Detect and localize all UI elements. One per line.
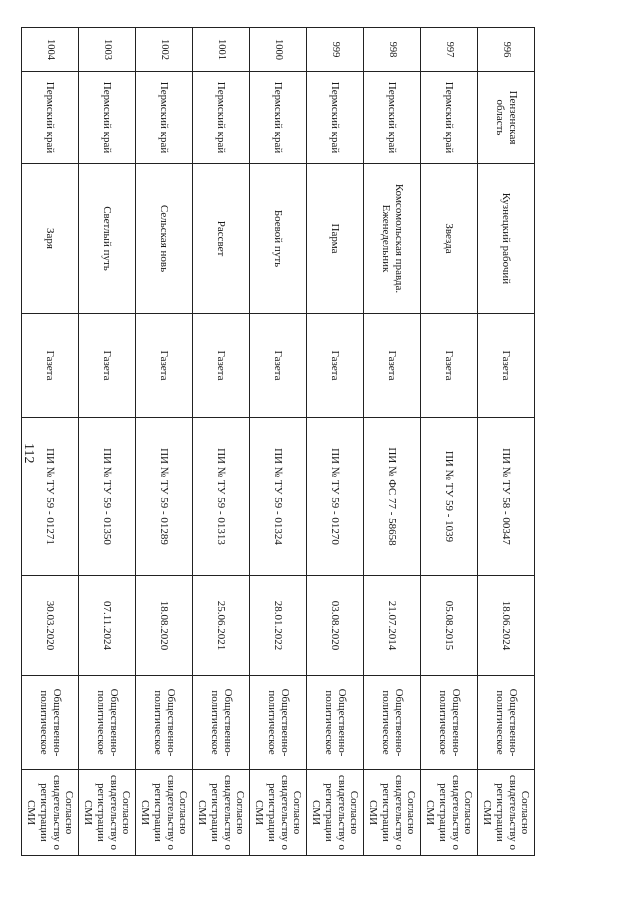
title-cell: Рассвет bbox=[193, 164, 250, 314]
registration-number-cell: ПИ № ТУ 59 - 01289 bbox=[136, 418, 193, 576]
registration-number-cell: ПИ № ТУ 59 - 01270 bbox=[307, 418, 364, 576]
basis-cell: Согласно свидетельству о регистрации СМИ bbox=[22, 770, 79, 856]
row-number: 1000 bbox=[250, 28, 307, 72]
registration-number-cell: ПИ № ТУ 59 - 01313 bbox=[193, 418, 250, 576]
form-cell: Газета bbox=[478, 314, 535, 418]
title-cell: Парма bbox=[307, 164, 364, 314]
basis-cell: Согласно свидетельству о регистрации СМИ bbox=[79, 770, 136, 856]
table-row bbox=[250, 28, 307, 856]
table-row bbox=[478, 28, 535, 856]
title-cell: Звезда bbox=[421, 164, 478, 314]
registry-table bbox=[25, 27, 535, 855]
registration-number-cell: ПИ № ТУ 59 - 01324 bbox=[250, 418, 307, 576]
registration-number-cell: ПИ № ТУ 59 - 01350 bbox=[79, 418, 136, 576]
form-cell: Газета bbox=[364, 314, 421, 418]
region-cell: Пермский край bbox=[364, 72, 421, 164]
basis-cell: Согласно свидетельству о регистрации СМИ bbox=[136, 770, 193, 856]
registration-number-cell: ПИ № ТУ 58 - 00347 bbox=[478, 418, 535, 576]
registration-number-cell: ПИ № ТУ 59 - 1039 bbox=[421, 418, 478, 576]
specialization-cell: Общественно-политическое bbox=[307, 676, 364, 770]
region-cell: Пермский край bbox=[193, 72, 250, 164]
row-number: 1004 bbox=[22, 28, 79, 72]
specialization-cell: Общественно-политическое bbox=[478, 676, 535, 770]
basis-cell: Согласно свидетельству о регистрации СМИ bbox=[307, 770, 364, 856]
table-row bbox=[421, 28, 478, 856]
form-cell: Газета bbox=[79, 314, 136, 418]
date-cell: 07.11.2024 bbox=[79, 576, 136, 676]
date-cell: 05.08.2015 bbox=[421, 576, 478, 676]
date-cell: 18.08.2020 bbox=[136, 576, 193, 676]
table-row bbox=[136, 28, 193, 856]
form-cell: Газета bbox=[136, 314, 193, 418]
row-number: 999 bbox=[307, 28, 364, 72]
basis-cell: Согласно свидетельству о регистрации СМИ bbox=[421, 770, 478, 856]
specialization-cell: Общественно-политическое bbox=[421, 676, 478, 770]
region-cell: Пермский край bbox=[307, 72, 364, 164]
specialization-cell: Общественно-политическое bbox=[79, 676, 136, 770]
region-cell: Пензенская область bbox=[478, 72, 535, 164]
form-cell: Газета bbox=[193, 314, 250, 418]
date-cell: 28.01.2022 bbox=[250, 576, 307, 676]
region-cell: Пермский край bbox=[250, 72, 307, 164]
region-cell: Пермский край bbox=[421, 72, 478, 164]
specialization-cell: Общественно-политическое bbox=[250, 676, 307, 770]
basis-cell: Согласно свидетельству о регистрации СМИ bbox=[193, 770, 250, 856]
registration-number-cell: ПИ № ФС 77 - 58658 bbox=[364, 418, 421, 576]
row-number: 1001 bbox=[193, 28, 250, 72]
row-number: 996 bbox=[478, 28, 535, 72]
row-number: 998 bbox=[364, 28, 421, 72]
title-cell: Кузнецкий рабочий bbox=[478, 164, 535, 314]
date-cell: 30.03.2020 bbox=[22, 576, 79, 676]
date-cell: 25.06.2021 bbox=[193, 576, 250, 676]
date-cell: 21.07.2014 bbox=[364, 576, 421, 676]
form-cell: Газета bbox=[250, 314, 307, 418]
title-cell: Боевой путь bbox=[250, 164, 307, 314]
registration-number-cell: ПИ № ТУ 59 - 01271 bbox=[22, 418, 79, 576]
date-cell: 03.08.2020 bbox=[307, 576, 364, 676]
basis-cell: Согласно свидетельству о регистрации СМИ bbox=[364, 770, 421, 856]
date-cell: 18.06.2024 bbox=[478, 576, 535, 676]
basis-cell: Согласно свидетельству о регистрации СМИ bbox=[478, 770, 535, 856]
region-cell: Пермский край bbox=[79, 72, 136, 164]
specialization-cell: Общественно-политическое bbox=[136, 676, 193, 770]
title-cell: Светлый путь bbox=[79, 164, 136, 314]
region-cell: Пермский край bbox=[136, 72, 193, 164]
row-number: 1003 bbox=[79, 28, 136, 72]
page-number: 112 bbox=[21, 443, 36, 464]
specialization-cell: Общественно-политическое bbox=[364, 676, 421, 770]
table-row bbox=[307, 28, 364, 856]
title-cell: Заря bbox=[22, 164, 79, 314]
table-row bbox=[364, 28, 421, 856]
table-row bbox=[22, 28, 79, 856]
specialization-cell: Общественно-политическое bbox=[22, 676, 79, 770]
table-row bbox=[79, 28, 136, 856]
table-row bbox=[193, 28, 250, 856]
basis-cell: Согласно свидетельству о регистрации СМИ bbox=[250, 770, 307, 856]
title-cell: Сельская новь bbox=[136, 164, 193, 314]
specialization-cell: Общественно-политическое bbox=[193, 676, 250, 770]
form-cell: Газета bbox=[421, 314, 478, 418]
title-cell: Комсомольская правда. Еженедельник bbox=[364, 164, 421, 314]
row-number: 1002 bbox=[136, 28, 193, 72]
form-cell: Газета bbox=[307, 314, 364, 418]
row-number: 997 bbox=[421, 28, 478, 72]
form-cell: Газета bbox=[22, 314, 79, 418]
region-cell: Пермский край bbox=[22, 72, 79, 164]
